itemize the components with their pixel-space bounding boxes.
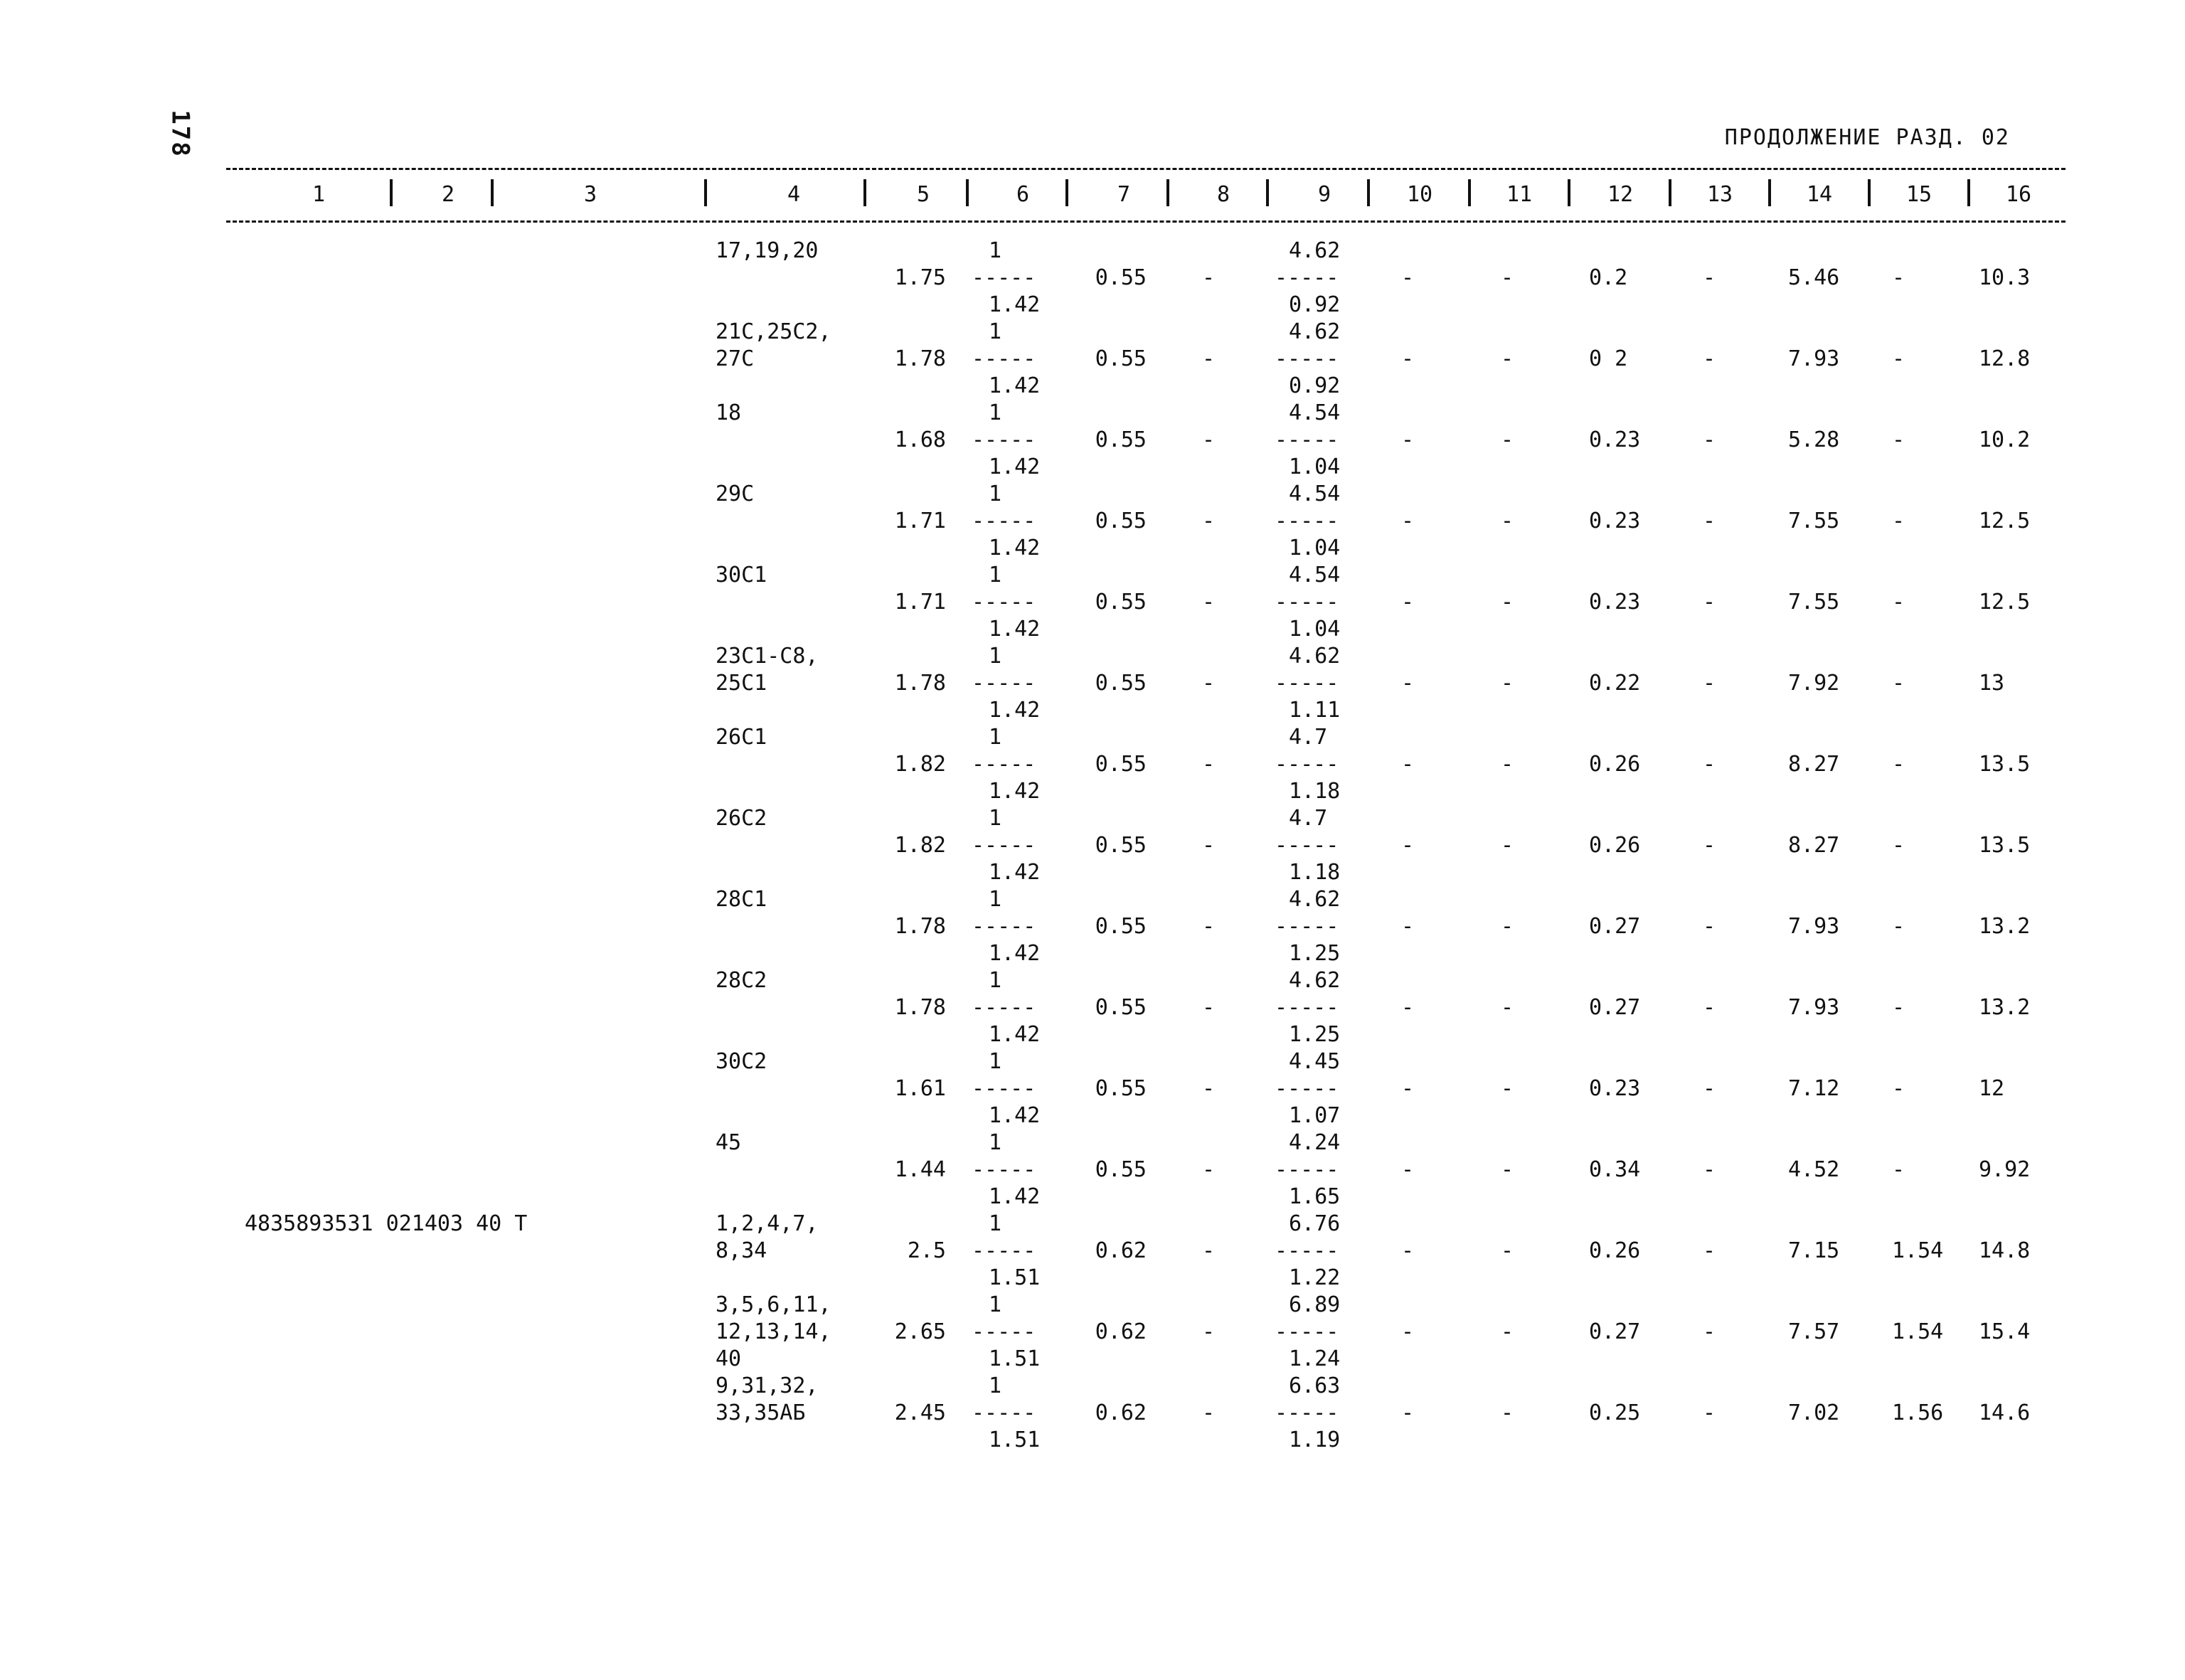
col9-fraction: 4.62 [1289, 319, 1341, 344]
col6-fraction: 1 [989, 968, 1002, 993]
col13-value: - [1703, 1076, 1716, 1101]
row-position-label: 9,31,32, [716, 1373, 819, 1398]
col9-fraction: 4.54 [1289, 400, 1341, 425]
row-position-label: 26С2 [716, 806, 767, 831]
row-position-label: 45 [716, 1130, 742, 1155]
col6-fraction: 1.42 [989, 860, 1041, 885]
col9-fraction: 4.62 [1289, 238, 1341, 263]
row-position-label: 28С1 [716, 887, 767, 912]
col16-value: 15.4 [1979, 1319, 2031, 1344]
col10-value: - [1401, 1238, 1415, 1263]
row-position-label: 26С1 [716, 725, 767, 750]
col6-fraction: ----- [972, 671, 1036, 696]
col8-value: - [1202, 509, 1216, 533]
col12-value: 0.25 [1589, 1400, 1641, 1425]
row-position-label: 40 [716, 1346, 742, 1371]
row-position-label: 1,2,4,7, [716, 1211, 819, 1236]
column-separator [1065, 179, 1068, 206]
col15-value: - [1892, 427, 1905, 452]
col14-value: 7.93 [1788, 346, 1840, 371]
col9-fraction: 4.45 [1289, 1049, 1341, 1074]
col13-value: - [1703, 995, 1716, 1020]
col9-fraction: ----- [1275, 1238, 1339, 1263]
col6-fraction: ----- [972, 1157, 1036, 1182]
col6-fraction: ----- [972, 752, 1036, 777]
col5-value: 1.82 [894, 752, 946, 777]
col6-fraction: 1.42 [989, 454, 1041, 479]
col12-value: 0.23 [1589, 1076, 1641, 1101]
col9-fraction: 6.76 [1289, 1211, 1341, 1236]
column-separator [1367, 179, 1370, 206]
col15-value: 1.54 [1892, 1319, 1944, 1344]
col9-fraction: 4.54 [1289, 563, 1341, 588]
row-position-label: 33,35АБ [716, 1400, 806, 1425]
col13-value: - [1703, 265, 1716, 290]
row-position-label: 30С2 [716, 1049, 767, 1074]
column-separator [1266, 179, 1269, 206]
column-header-11: 11 [1506, 182, 1533, 207]
col6-fraction: ----- [972, 427, 1036, 452]
column-header-2: 2 [441, 182, 455, 207]
column-header-9: 9 [1317, 182, 1331, 207]
col9-fraction: ----- [1275, 752, 1339, 777]
col11-value: - [1501, 671, 1514, 696]
column-separator [1568, 179, 1570, 206]
col14-value: 5.28 [1788, 427, 1840, 452]
row-position-label: 25С1 [716, 671, 767, 696]
column-header-16: 16 [2005, 182, 2032, 207]
col9-fraction: 1.19 [1289, 1428, 1341, 1452]
col5-value: 1.71 [894, 590, 946, 615]
col8-value: - [1202, 914, 1216, 939]
column-header-10: 10 [1406, 182, 1433, 207]
col11-value: - [1501, 590, 1514, 615]
col6-fraction: 1 [989, 806, 1002, 831]
col9-fraction: 1.07 [1289, 1103, 1341, 1128]
col7-value: 0.55 [1095, 1157, 1147, 1182]
column-separator [863, 179, 866, 206]
col9-fraction: 1.25 [1289, 1022, 1341, 1047]
col9-fraction: ----- [1275, 833, 1339, 858]
column-separator [1868, 179, 1871, 206]
col9-fraction: ----- [1275, 346, 1339, 371]
col9-fraction: ----- [1275, 1157, 1339, 1182]
col9-fraction: ----- [1275, 1400, 1339, 1425]
col7-value: 0.55 [1095, 833, 1147, 858]
col8-value: - [1202, 671, 1216, 696]
col8-value: - [1202, 752, 1216, 777]
col16-value: 13.5 [1979, 752, 2031, 777]
col15-value: - [1892, 346, 1905, 371]
col6-fraction: ----- [972, 1400, 1036, 1425]
col11-value: - [1501, 1076, 1514, 1101]
col16-value: 13.5 [1979, 833, 2031, 858]
col9-fraction: 4.7 [1289, 725, 1328, 750]
col6-fraction: 1.42 [989, 617, 1041, 642]
col6-fraction: ----- [972, 833, 1036, 858]
col6-fraction: 1 [989, 1373, 1002, 1398]
col9-fraction: ----- [1275, 914, 1339, 939]
col8-value: - [1202, 1319, 1216, 1344]
col6-fraction: ----- [972, 995, 1036, 1020]
col12-value: 0.26 [1589, 833, 1641, 858]
col12-value: 0.27 [1589, 914, 1641, 939]
col11-value: - [1501, 427, 1514, 452]
col8-value: - [1202, 1238, 1216, 1263]
col16-value: 12.5 [1979, 590, 2031, 615]
col13-value: - [1703, 914, 1716, 939]
row-position-label: 28С2 [716, 968, 767, 993]
col14-value: 5.46 [1788, 265, 1840, 290]
col5-value: 1.78 [894, 671, 946, 696]
col15-value: 1.56 [1892, 1400, 1944, 1425]
column-separator [966, 179, 969, 206]
col9-fraction: 1.22 [1289, 1265, 1341, 1290]
column-header-14: 14 [1806, 182, 1833, 207]
col6-fraction: 1 [989, 1211, 1002, 1236]
col5-value: 2.5 [907, 1238, 946, 1263]
column-separator [704, 179, 707, 206]
col14-value: 7.57 [1788, 1319, 1840, 1344]
col6-fraction: ----- [972, 509, 1036, 533]
column-header-4: 4 [787, 182, 801, 207]
col7-value: 0.62 [1095, 1400, 1147, 1425]
col14-value: 7.15 [1788, 1238, 1840, 1263]
column-separator [1669, 179, 1671, 206]
col12-value: 0.23 [1589, 590, 1641, 615]
col5-value: 1.44 [894, 1157, 946, 1182]
col16-value: 12.8 [1979, 346, 2031, 371]
col9-fraction: 6.89 [1289, 1292, 1341, 1317]
col6-fraction: 1 [989, 563, 1002, 588]
col12-value: 0.23 [1589, 427, 1641, 452]
col13-value: - [1703, 1157, 1716, 1182]
col12-value: 0 2 [1589, 346, 1628, 371]
col10-value: - [1401, 671, 1415, 696]
col9-fraction: ----- [1275, 509, 1339, 533]
col9-fraction: ----- [1275, 590, 1339, 615]
col5-value: 1.75 [894, 265, 946, 290]
col6-fraction: 1.42 [989, 536, 1041, 560]
column-header-5: 5 [916, 182, 930, 207]
col13-value: - [1703, 1400, 1716, 1425]
col16-value: 10.2 [1979, 427, 2031, 452]
col10-value: - [1401, 509, 1415, 533]
col6-fraction: 1.51 [989, 1346, 1041, 1371]
col9-fraction: 1.18 [1289, 779, 1341, 804]
col12-value: 0.26 [1589, 1238, 1641, 1263]
column-separator [1967, 179, 1970, 206]
col9-fraction: 4.62 [1289, 887, 1341, 912]
row-position-label: 30С1 [716, 563, 767, 588]
col6-fraction: 1.42 [989, 1022, 1041, 1047]
col14-value: 7.93 [1788, 914, 1840, 939]
col11-value: - [1501, 995, 1514, 1020]
col6-fraction: 1.42 [989, 373, 1041, 398]
col9-fraction: 0.92 [1289, 292, 1341, 317]
col9-fraction: 4.7 [1289, 806, 1328, 831]
col9-fraction: 1.04 [1289, 454, 1341, 479]
col11-value: - [1501, 1319, 1514, 1344]
col7-value: 0.55 [1095, 590, 1147, 615]
col13-value: - [1703, 752, 1716, 777]
col12-value: 0.22 [1589, 671, 1641, 696]
col15-value: - [1892, 752, 1905, 777]
col13-value: - [1703, 1238, 1716, 1263]
col6-fraction: 1 [989, 1130, 1002, 1155]
col6-fraction: ----- [972, 590, 1036, 615]
column-separator [491, 179, 494, 206]
col9-fraction: 4.24 [1289, 1130, 1341, 1155]
row-position-label: 18 [716, 400, 742, 425]
col6-fraction: 1 [989, 725, 1002, 750]
col16-value: 10.3 [1979, 265, 2031, 290]
col9-fraction: ----- [1275, 265, 1339, 290]
col14-value: 7.55 [1788, 509, 1840, 533]
col13-value: - [1703, 346, 1716, 371]
col6-fraction: 1 [989, 238, 1002, 263]
col8-value: - [1202, 1076, 1216, 1101]
column-separator [1468, 179, 1471, 206]
col7-value: 0.62 [1095, 1238, 1147, 1263]
column-header-7: 7 [1117, 182, 1131, 207]
col12-value: 0.26 [1589, 752, 1641, 777]
row-position-label: 29С [716, 482, 755, 506]
column-separator [1166, 179, 1169, 206]
col10-value: - [1401, 346, 1415, 371]
column-header-8: 8 [1216, 182, 1230, 207]
col16-value: 14.6 [1979, 1400, 2031, 1425]
col11-value: - [1501, 265, 1514, 290]
col7-value: 0.55 [1095, 346, 1147, 371]
col10-value: - [1401, 752, 1415, 777]
col9-fraction: 6.63 [1289, 1373, 1341, 1398]
col16-value: 13 [1979, 671, 2005, 696]
col14-value: 7.12 [1788, 1076, 1840, 1101]
col12-value: 0.27 [1589, 995, 1641, 1020]
col9-fraction: 1.04 [1289, 536, 1341, 560]
col15-value: - [1892, 590, 1905, 615]
col16-value: 14.8 [1979, 1238, 2031, 1263]
col15-value: - [1892, 1076, 1905, 1101]
col13-value: - [1703, 590, 1716, 615]
column-separator [1768, 179, 1771, 206]
col8-value: - [1202, 1157, 1216, 1182]
col5-value: 1.78 [894, 346, 946, 371]
column-header-12: 12 [1607, 182, 1634, 207]
col13-value: - [1703, 671, 1716, 696]
col9-fraction: 1.18 [1289, 860, 1341, 885]
row-position-label: 12,13,14, [716, 1319, 831, 1344]
col11-value: - [1501, 833, 1514, 858]
col13-value: - [1703, 1319, 1716, 1344]
col15-value: - [1892, 995, 1905, 1020]
col15-value: - [1892, 265, 1905, 290]
section-title: ПРОДОЛЖЕНИЕ РАЗД. 02 [1724, 125, 2010, 150]
col9-fraction: ----- [1275, 995, 1339, 1020]
column-header-15: 15 [1905, 182, 1933, 207]
row-position-label: 3,5,6,11, [716, 1292, 831, 1317]
col6-fraction: 1.42 [989, 1184, 1041, 1209]
column-header-1: 1 [312, 182, 326, 207]
col6-fraction: ----- [972, 346, 1036, 371]
col16-value: 12.5 [1979, 509, 2031, 533]
column-header-3: 3 [583, 182, 597, 207]
col11-value: - [1501, 346, 1514, 371]
col7-value: 0.55 [1095, 427, 1147, 452]
col9-fraction: 1.25 [1289, 941, 1341, 966]
col10-value: - [1401, 427, 1415, 452]
col15-value: - [1892, 914, 1905, 939]
col15-value: - [1892, 1157, 1905, 1182]
col10-value: - [1401, 914, 1415, 939]
col11-value: - [1501, 1157, 1514, 1182]
col9-fraction: 4.62 [1289, 968, 1341, 993]
col6-fraction: 1 [989, 887, 1002, 912]
col5-value: 1.78 [894, 914, 946, 939]
col6-fraction: 1.42 [989, 698, 1041, 723]
col13-value: - [1703, 427, 1716, 452]
col16-value: 13.2 [1979, 914, 2031, 939]
col16-value: 12 [1979, 1076, 2005, 1101]
col10-value: - [1401, 833, 1415, 858]
col8-value: - [1202, 265, 1216, 290]
col6-fraction: ----- [972, 1319, 1036, 1344]
col6-fraction: 1 [989, 1049, 1002, 1074]
col14-value: 7.93 [1788, 995, 1840, 1020]
col7-value: 0.55 [1095, 509, 1147, 533]
col11-value: - [1501, 914, 1514, 939]
col6-fraction: 1.42 [989, 292, 1041, 317]
col9-fraction: ----- [1275, 671, 1339, 696]
column-header-6: 6 [1016, 182, 1030, 207]
col8-value: - [1202, 995, 1216, 1020]
col7-value: 0.55 [1095, 1076, 1147, 1101]
header-top-rule [226, 168, 2066, 170]
col6-fraction: ----- [972, 265, 1036, 290]
col14-value: 7.55 [1788, 590, 1840, 615]
col13-value: - [1703, 833, 1716, 858]
col6-fraction: ----- [972, 1076, 1036, 1101]
col5-value: 1.71 [894, 509, 946, 533]
col15-value: 1.54 [1892, 1238, 1944, 1263]
product-code: 4835893531 021403 40 Т [245, 1211, 528, 1236]
col9-fraction: 1.11 [1289, 698, 1341, 723]
col10-value: - [1401, 1400, 1415, 1425]
col10-value: - [1401, 1319, 1415, 1344]
col10-value: - [1401, 995, 1415, 1020]
col7-value: 0.55 [1095, 914, 1147, 939]
col7-value: 0.55 [1095, 265, 1147, 290]
col9-fraction: 4.54 [1289, 482, 1341, 506]
col12-value: 0.27 [1589, 1319, 1641, 1344]
row-position-label: 8,34 [716, 1238, 767, 1263]
col8-value: - [1202, 427, 1216, 452]
col9-fraction: 1.65 [1289, 1184, 1341, 1209]
col8-value: - [1202, 1400, 1216, 1425]
col9-fraction: 1.04 [1289, 617, 1341, 642]
col9-fraction: ----- [1275, 1076, 1339, 1101]
col5-value: 2.65 [894, 1319, 946, 1344]
col6-fraction: ----- [972, 1238, 1036, 1263]
row-position-label: 27С [716, 346, 755, 371]
col14-value: 4.52 [1788, 1157, 1840, 1182]
col11-value: - [1501, 1238, 1514, 1263]
col9-fraction: ----- [1275, 1319, 1339, 1344]
col10-value: - [1401, 1157, 1415, 1182]
col6-fraction: 1 [989, 644, 1002, 669]
col14-value: 8.27 [1788, 833, 1840, 858]
col8-value: - [1202, 590, 1216, 615]
col5-value: 1.68 [894, 427, 946, 452]
col11-value: - [1501, 1400, 1514, 1425]
col6-fraction: 1.42 [989, 779, 1041, 804]
col6-fraction: 1 [989, 1292, 1002, 1317]
col9-fraction: 1.24 [1289, 1346, 1341, 1371]
col6-fraction: 1.42 [989, 1103, 1041, 1128]
col14-value: 8.27 [1788, 752, 1840, 777]
col12-value: 0.34 [1589, 1157, 1641, 1182]
col6-fraction: 1.51 [989, 1265, 1041, 1290]
col5-value: 1.82 [894, 833, 946, 858]
col16-value: 13.2 [1979, 995, 2031, 1020]
page-number: 178 [166, 110, 195, 158]
col7-value: 0.55 [1095, 671, 1147, 696]
row-position-label: 23С1-С8, [716, 644, 819, 669]
col6-fraction: 1 [989, 482, 1002, 506]
row-position-label: 17,19,20 [716, 238, 819, 263]
col5-value: 2.45 [894, 1400, 946, 1425]
column-separator [390, 179, 393, 206]
col5-value: 1.78 [894, 995, 946, 1020]
col9-fraction: 0.92 [1289, 373, 1341, 398]
col10-value: - [1401, 265, 1415, 290]
col7-value: 0.55 [1095, 995, 1147, 1020]
col9-fraction: 4.62 [1289, 644, 1341, 669]
row-position-label: 21С,25С2, [716, 319, 831, 344]
header-bottom-rule [226, 220, 2066, 223]
col13-value: - [1703, 509, 1716, 533]
col15-value: - [1892, 833, 1905, 858]
col11-value: - [1501, 509, 1514, 533]
column-header-13: 13 [1706, 182, 1733, 207]
col6-fraction: ----- [972, 914, 1036, 939]
col6-fraction: 1.51 [989, 1428, 1041, 1452]
col8-value: - [1202, 346, 1216, 371]
col15-value: - [1892, 509, 1905, 533]
col7-value: 0.55 [1095, 752, 1147, 777]
col16-value: 9.92 [1979, 1157, 2031, 1182]
col10-value: - [1401, 1076, 1415, 1101]
col9-fraction: ----- [1275, 427, 1339, 452]
col7-value: 0.62 [1095, 1319, 1147, 1344]
col6-fraction: 1 [989, 400, 1002, 425]
col14-value: 7.92 [1788, 671, 1840, 696]
col15-value: - [1892, 671, 1905, 696]
col11-value: - [1501, 752, 1514, 777]
col12-value: 0.23 [1589, 509, 1641, 533]
col5-value: 1.61 [894, 1076, 946, 1101]
col14-value: 7.02 [1788, 1400, 1840, 1425]
col8-value: - [1202, 833, 1216, 858]
col6-fraction: 1 [989, 319, 1002, 344]
col10-value: - [1401, 590, 1415, 615]
col12-value: 0.2 [1589, 265, 1628, 290]
col6-fraction: 1.42 [989, 941, 1041, 966]
